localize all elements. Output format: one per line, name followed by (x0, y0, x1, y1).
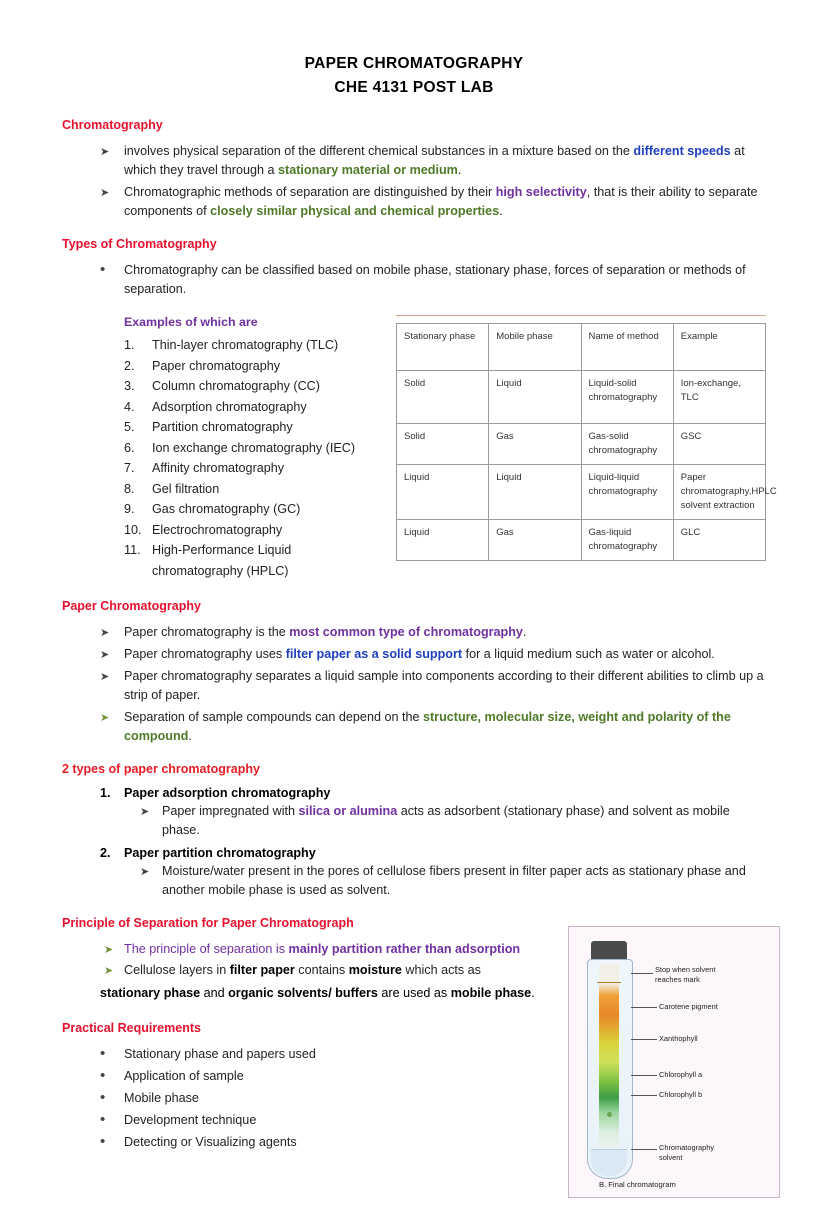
bullet-text: Paper chromatography separates a liquid sample into components according to their different abilities to climb up a strip of paper. (124, 669, 764, 702)
list-item-label: Electrochromatography (152, 522, 283, 537)
test-tube-illustration (587, 941, 631, 1179)
list-item (62, 623, 766, 642)
list-item (124, 479, 380, 500)
table-cell: Liquid (397, 465, 489, 520)
table-cell: Gas-liquid chromatography (581, 520, 673, 561)
arrow-bullet-icon: ➤ (100, 670, 110, 683)
table-row (397, 424, 766, 465)
bullet-highlight-blue: different speeds (633, 144, 731, 158)
list-item (62, 667, 766, 705)
list-item-label: Column chromatography (CC) (152, 379, 320, 393)
document-page (0, 52, 828, 1220)
column-header: Name of method (581, 324, 673, 371)
table-cell: Ion-exchange, TLC (673, 371, 765, 424)
list-item (124, 499, 380, 520)
bullet-text-b: . (188, 729, 192, 743)
bullet-highlight-purple: high selectivity (495, 185, 587, 199)
heading-practical-requirements: Practical Requirements (62, 1021, 201, 1035)
bullet-text-b: , that is their ability to separate components of (124, 185, 758, 218)
bullet-text-a: Paper chromatography uses (124, 647, 286, 661)
bullet-text-b: contains (294, 963, 349, 977)
heading-2-types-of-paper-chromatography: 2 types of paper chromatography (62, 762, 260, 776)
heading-principle-of-separation: Principle of Separation for Paper Chromatograph (62, 916, 354, 930)
dot-bullet-icon: • (100, 1111, 106, 1128)
table-cell: Gas (489, 520, 581, 561)
list-item-label: Thin-layer chromatography (TLC) (152, 338, 339, 352)
bullet-text-a: Chromatographic methods of separation are distinguished by their (124, 185, 496, 199)
bullet-text-b: . (522, 625, 527, 639)
bullet-text-a: The principle of separation is (124, 942, 289, 956)
solvent-mark-line (597, 982, 621, 983)
bullet-highlight-purple: silica or alumina (298, 804, 398, 818)
table-row (397, 465, 766, 520)
table-cell: Paper chromatography,HPLC solvent extraction (673, 465, 765, 520)
list-item (124, 540, 380, 581)
heading-types-of-chromatography: Types of Chromatography (62, 237, 217, 251)
dot-bullet-icon: • (100, 1067, 106, 1084)
chromatography-methods-table-wrap (396, 315, 777, 561)
dot-bullet-icon: • (100, 1133, 106, 1150)
bullet-text-b: at which they travel through a (124, 144, 745, 177)
heading-paper-chromatography: Paper Chromatography (62, 599, 201, 613)
diagram-label-solvent: Chromatography solvent (659, 1143, 715, 1162)
diagram-label-solvent-mark: Stop when solvent reaches mark (655, 965, 716, 984)
bullet-highlight-green: stationary material or medium (278, 163, 458, 177)
list-item (62, 862, 766, 900)
bullet-text: Chromatography can be classified based on mobile phase, stationary phase, forces of separation or methods of separation. (124, 263, 746, 296)
list-item-label: High-Performance Liquid chromatography (HPLC) (152, 543, 292, 578)
diagram-label-carotene: Carotene pigment (659, 1002, 718, 1011)
item-title-label: Paper partition chromatography (124, 846, 316, 860)
table-cell: Liquid (489, 465, 581, 520)
chromatography-paper-strip (599, 964, 619, 1160)
bullet-text-a: Paper chromatography is the (124, 625, 290, 639)
table-cell: Liquid (489, 371, 581, 424)
bullet-text-a: Separation of sample compounds can depend on the (124, 710, 423, 724)
arrow-bullet-icon: ➤ (100, 711, 110, 724)
list-item (62, 183, 766, 221)
document-title (0, 52, 828, 100)
list-item (62, 802, 766, 840)
leader-line (631, 1007, 657, 1008)
heading-chromatography: Chromatography (62, 118, 163, 132)
leader-line (631, 1149, 657, 1150)
bullet-highlight-blue: filter paper as a solid support (285, 647, 463, 661)
paper-chromatography-bullets (62, 623, 766, 746)
diagram-label-chlorophyll-a: Chlorophyll a (659, 1070, 703, 1079)
chromatogram-diagram (568, 926, 780, 1198)
list-item-label: Affinity chromatography (152, 461, 285, 475)
bullet-text-a: Paper impregnated with (162, 804, 299, 818)
column-header: Stationary phase (397, 324, 489, 371)
table-cell: Solid (397, 424, 489, 465)
arrow-bullet-icon: ➤ (100, 626, 110, 639)
title-line-2: CHE 4131 POST LAB (334, 79, 494, 96)
leader-line (631, 1039, 657, 1040)
examples-list (62, 335, 380, 581)
table-cell: GLC (673, 520, 765, 561)
bullet-text-c: which acts as (401, 963, 481, 977)
table-cell: Gas (489, 424, 581, 465)
principle-bold-1: stationary phase (100, 986, 201, 1000)
bullet-highlight-purple: mainly partition rather than adsorption (288, 942, 521, 956)
arrow-bullet-icon: ➤ (104, 943, 114, 956)
table-row (397, 371, 766, 424)
list-item-label: Gel filtration (152, 481, 220, 496)
bullet-text-b: for a liquid medium such as water or alcohol. (462, 647, 715, 661)
two-types-item-2-bullets (62, 862, 766, 900)
bullet-text-c: . (499, 204, 503, 218)
two-types-item-1-title (62, 786, 766, 800)
column-header: Mobile phase (489, 324, 581, 371)
bullet-text-a: involves physical separation of the different chemical substances in a mixture based on the (124, 144, 634, 158)
bullet-highlight-green: structure, molecular size, weight and polarity of the compound (124, 710, 731, 743)
list-item-label: Adsorption chromatography (152, 399, 307, 414)
dot-bullet-icon: • (100, 1045, 106, 1062)
list-item-label: Partition chromatography (152, 420, 293, 434)
arrow-bullet-icon: ➤ (104, 964, 114, 977)
list-item-label: Stationary phase and papers used (124, 1047, 316, 1061)
arrow-bullet-icon: ➤ (100, 648, 110, 661)
examples-title: Examples of which are (124, 315, 258, 329)
list-item-label: Detecting or Visualizing agents (124, 1135, 297, 1149)
diagram-label-xanthophyll: Xanthophyll (659, 1034, 698, 1043)
diagram-caption: B. Final chromatogram (599, 1180, 676, 1189)
chromatography-bullets (62, 142, 766, 221)
tube-cap-icon (591, 941, 627, 961)
principle-mid-1: and (200, 986, 229, 1000)
types-bullets (62, 261, 766, 299)
list-item-label: Ion exchange chromatography (IEC) (152, 440, 356, 455)
table-header-row (397, 324, 766, 371)
leader-line (631, 1075, 657, 1076)
bullet-highlight-purple: most common type of chromatography (289, 625, 523, 639)
list-item (124, 438, 380, 459)
examples-column (62, 315, 380, 581)
dot-bullet-icon: • (100, 1089, 106, 1106)
arrow-bullet-icon: ➤ (140, 865, 150, 878)
list-item-label: Application of sample (124, 1069, 244, 1083)
bullet-text-b: acts as adsorbent (stationary phase) and solvent as mobile phase. (162, 804, 730, 837)
table-cell: Solid (397, 371, 489, 424)
bullet-text-c: . (457, 163, 462, 177)
bullet-bold-2: moisture (348, 963, 402, 977)
bullet-bold-1: filter paper (229, 963, 295, 977)
list-item (62, 261, 766, 299)
principle-bold-2: organic solvents/ buffers (228, 986, 378, 1000)
leader-line (631, 973, 653, 974)
diagram-label-chlorophyll-b: Chlorophyll b (659, 1090, 703, 1099)
table-cell: Liquid-solid chromatography (581, 371, 673, 424)
bullet-text-a: Cellulose layers in (124, 963, 230, 977)
principle-mid-2: are used as (377, 986, 451, 1000)
tube-glass (587, 959, 633, 1179)
leader-line (631, 1095, 657, 1096)
arrow-bullet-icon: ➤ (140, 805, 150, 818)
list-item (124, 376, 380, 397)
solvent-pool (591, 1149, 627, 1176)
item-title-label: Paper adsorption chromatography (124, 786, 331, 800)
chromatography-methods-table (396, 323, 777, 561)
list-item (124, 417, 380, 438)
principle-end: . (531, 986, 535, 1000)
list-item (124, 458, 380, 479)
list-item-label: Gas chromatography (GC) (152, 502, 301, 516)
list-item (62, 645, 766, 664)
list-item (124, 356, 380, 377)
dot-bullet-icon: • (100, 261, 106, 278)
list-item (124, 335, 380, 356)
list-item (62, 142, 766, 180)
principle-bold-3: mobile phase (450, 986, 532, 1000)
two-types-item-2-title (62, 846, 766, 860)
list-item-label: Paper chromatography (152, 358, 281, 373)
table-cell: GSC (673, 424, 765, 465)
item-number: 2. (100, 846, 111, 860)
list-item (62, 708, 766, 746)
list-item-label: Development technique (124, 1113, 257, 1127)
list-item (124, 520, 380, 541)
examples-and-table (62, 315, 777, 581)
arrow-bullet-icon: ➤ (100, 186, 110, 199)
arrow-bullet-icon: ➤ (100, 145, 110, 158)
table-cell: Gas-solid chromatography (581, 424, 673, 465)
bullet-highlight-green: closely similar physical and chemical properties (210, 204, 500, 218)
bullet-text: Moisture/water present in the pores of cellulose fibers present in filter paper acts as stationary phase and another mobile phase is used as solvent. (162, 864, 746, 897)
list-item-label: Mobile phase (124, 1091, 199, 1105)
item-number: 1. (100, 786, 111, 800)
two-types-item-1-bullets (62, 802, 766, 840)
sample-spot (607, 1112, 612, 1117)
table-row (397, 520, 766, 561)
table-cell: Liquid (397, 520, 489, 561)
table-cell: Liquid-liquid chromatography (581, 465, 673, 520)
list-item (124, 397, 380, 418)
column-header: Example (673, 324, 765, 371)
title-line-1: PAPER CHROMATOGRAPHY (304, 55, 524, 72)
